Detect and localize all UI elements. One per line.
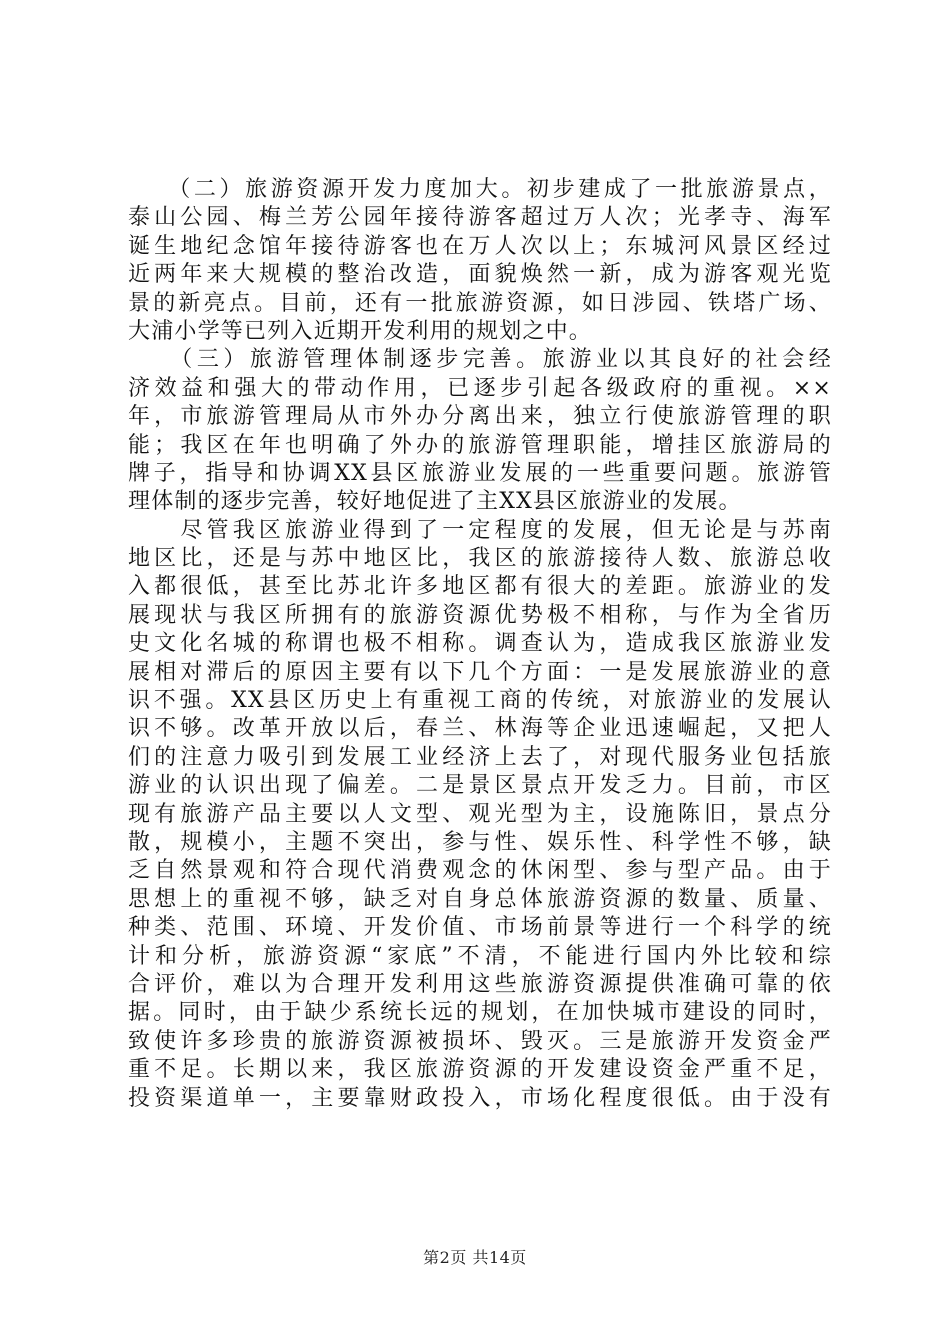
text-line: 散，规模小，主题不突出，参与性、娱乐性、科学性不够，缺 <box>128 829 832 855</box>
text-line: 史文化名城的称谓也极不相称。调查认为，造成我区旅游业发 <box>128 631 832 657</box>
text-line: 景的新亮点。目前，还有一批旅游资源，如日涉园、铁塔广场、 <box>128 290 832 316</box>
text-line: 展相对滞后的原因主要有以下几个方面：一是发展旅游业的意 <box>128 659 832 685</box>
text-line: 乏自然景观和符合现代消费观念的休闲型、参与型产品。由于 <box>128 858 832 884</box>
text-line: 尽管我区旅游业得到了一定程度的发展，但无论是与苏南 <box>128 517 832 543</box>
text-line: 合评价，难以为合理开发利用这些旅游资源提供准确可靠的依 <box>128 971 832 997</box>
text-line: 年，市旅游管理局从市外办分离出来，独立行使旅游管理的职 <box>128 404 832 430</box>
text-line: 入都很低，甚至比苏北许多地区都有很大的差距。旅游业的发 <box>128 574 832 600</box>
text-line: 大浦小学等已列入近期开发利用的规划之中。 <box>128 318 593 344</box>
text-line: 重不足。长期以来，我区旅游资源的开发建设资金严重不足， <box>128 1057 832 1083</box>
text-line: 识不够。改革开放以后，春兰、林海等企业迅速崛起，又把人 <box>128 716 832 742</box>
text-line: 展现状与我区所拥有的旅游资源优势极不相称，与作为全省历 <box>128 602 832 628</box>
text-line: 计和分析，旅游资源“家底”不清，不能进行国内外比较和综 <box>128 943 832 969</box>
text-line: 现有旅游产品主要以人文型、观光型为主，设施陈旧，景点分 <box>128 801 832 827</box>
text-line: （二）旅游资源开发力度加大。初步建成了一批旅游景点， <box>128 177 832 202</box>
text-line: 诞生地纪念馆年接待游客也在万人次以上；东城河风景区经过 <box>128 233 832 259</box>
text-line: 济效益和强大的带动作用，已逐步引起各级政府的重视。×× <box>128 375 832 401</box>
text-line: 理体制的逐步完善，较好地促进了主XX县区旅游业的发展。 <box>128 489 742 515</box>
text-line: 思想上的重视不够，缺乏对自身总体旅游资源的数量、质量、 <box>128 886 832 912</box>
text-line: 牌子，指导和协调XX县区旅游业发展的一些重要问题。旅游管 <box>128 460 832 486</box>
page-footer: 第2页 共14页 <box>423 1248 527 1267</box>
text-line: 投资渠道单一，主要靠财政投入，市场化程度很低。由于没有 <box>128 1085 832 1111</box>
text-line: 们的注意力吸引到发展工业经济上去了，对现代服务业包括旅 <box>128 744 832 770</box>
text-line: 据。同时，由于缺少系统长远的规划，在加快城市建设的同时， <box>128 1000 832 1026</box>
text-line: 近两年来大规模的整治改造，面貌焕然一新，成为游客观光览 <box>128 262 832 288</box>
text-line: （三）旅游管理体制逐步完善。旅游业以其良好的社会经 <box>128 347 832 373</box>
text-line: 游业的认识出现了偏差。二是景区景点开发乏力。目前，市区 <box>128 773 832 799</box>
text-line: 能；我区在年也明确了外办的旅游管理职能，增挂区旅游局的 <box>128 432 832 458</box>
text-line: 识不强。XX县区历史上有重视工商的传统，对旅游业的发展认 <box>128 688 832 714</box>
text-line: 泰山公园、梅兰芳公园年接待游客超过万人次；光孝寺、海军 <box>128 205 832 231</box>
text-line: 地区比，还是与苏中地区比，我区的旅游接待人数、旅游总收 <box>128 546 832 572</box>
document-body <box>128 176 832 1113</box>
text-line: 种类、范围、环境、开发价值、市场前景等进行一个科学的统 <box>128 915 832 941</box>
text-line: 致使许多珍贵的旅游资源被损坏、毁灭。三是旅游开发资金严 <box>128 1028 832 1054</box>
